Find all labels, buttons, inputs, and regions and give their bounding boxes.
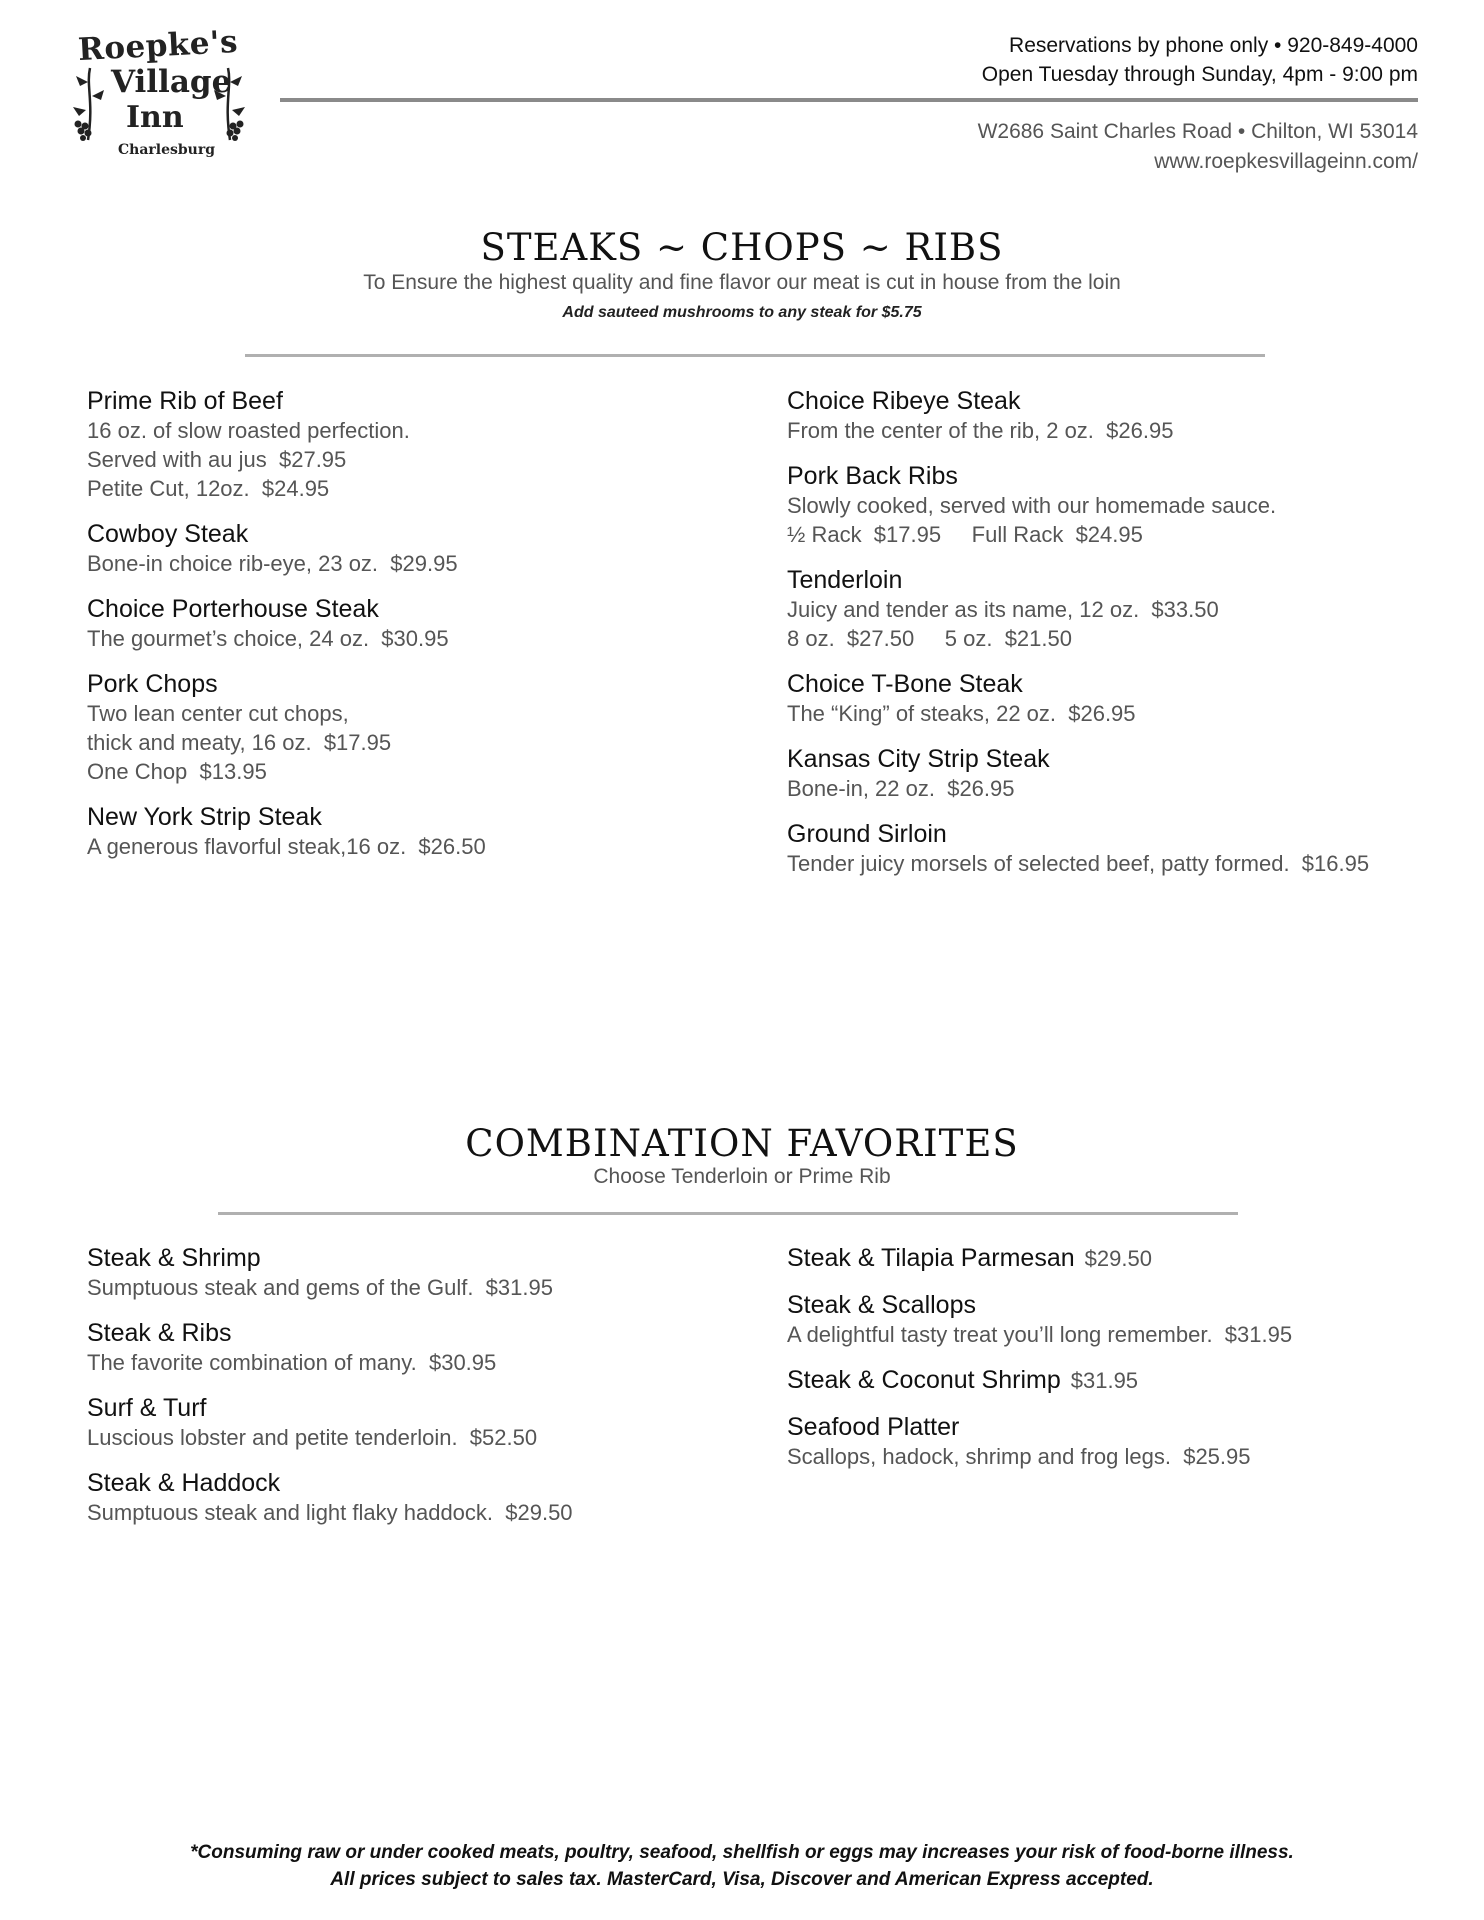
combos-left-column <box>87 1243 727 1543</box>
menu-item <box>787 565 1427 653</box>
food-safety-disclaimer: *Consuming raw or under cooked meats, poultry, seafood, shellfish or eggs may increases your risk of food-borne illness. <box>190 1842 1294 1863</box>
menu-item-name <box>787 1290 1427 1320</box>
reservations-phone: Reservations by phone only • 920-849-4000 <box>1009 34 1418 57</box>
menu-item-title: Steak & Coconut Shrimp <box>787 1366 1061 1394</box>
menu-item-name <box>787 1365 1427 1396</box>
steaks-right-column <box>787 386 1427 894</box>
menu-item <box>787 819 1427 878</box>
menu-item-title: Steak & Ribs <box>87 1319 232 1347</box>
menu-item-description: Juicy and tender as its name, 12 oz. $33.50 <box>787 597 1219 622</box>
combos-right-column <box>787 1243 1427 1487</box>
grape-vine-right-icon <box>206 66 250 142</box>
menu-item-title: Steak & Scallops <box>787 1291 976 1319</box>
combos-section-title: COMBINATION FAVORITES <box>465 1122 1019 1165</box>
menu-item-price: $31.95 <box>1070 1368 1139 1393</box>
menu-item <box>87 1468 727 1527</box>
logo-text-charlesburg: Charlesburg <box>118 142 216 158</box>
menu-item <box>87 594 727 653</box>
menu-item-title: Steak & Shrimp <box>87 1244 261 1272</box>
menu-item-title: Choice Ribeye Steak <box>787 387 1021 415</box>
menu-item <box>787 1412 1427 1471</box>
combos-section-subtitle: Choose Tenderloin or Prime Rib <box>593 1165 891 1188</box>
menu-item-description: Luscious lobster and petite tenderloin. $52.50 <box>87 1425 538 1450</box>
restaurant-logo <box>66 23 262 168</box>
menu-item <box>87 1318 727 1377</box>
menu-item-title: Steak & Tilapia Parmesan <box>787 1244 1075 1272</box>
restaurant-address: W2686 Saint Charles Road • Chilton, WI 53014 <box>977 120 1418 143</box>
menu-item-name <box>87 1318 727 1348</box>
menu-item <box>787 744 1427 803</box>
menu-item-description: ½ Rack $17.95 Full Rack $24.95 <box>787 522 1143 547</box>
menu-item-name <box>87 519 727 549</box>
menu-item <box>787 386 1427 445</box>
menu-item <box>87 669 727 786</box>
menu-item-description: A generous flavorful steak,16 oz. $26.50 <box>87 834 486 859</box>
menu-item-description: Sumptuous steak and light flaky haddock. $29.50 <box>87 1500 573 1525</box>
steaks-section-title: STEAKS ~ CHOPS ~ RIBS <box>480 226 1004 269</box>
menu-item-title: Cowboy Steak <box>87 520 249 548</box>
menu-item-title: Pork Back Ribs <box>787 462 958 490</box>
menu-item <box>87 802 727 861</box>
menu-item-name <box>787 819 1427 849</box>
menu-item <box>87 386 727 503</box>
menu-item-description: A delightful tasty treat you’ll long remember. $31.95 <box>787 1322 1293 1347</box>
menu-item-description: From the center of the rib, 2 oz. $26.95 <box>787 418 1174 443</box>
menu-item <box>787 1243 1427 1274</box>
menu-item-description: Slowly cooked, served with our homemade sauce. <box>787 493 1277 518</box>
menu-item-title: Steak & Haddock <box>87 1469 281 1497</box>
menu-item <box>87 519 727 578</box>
menu-item-description: One Chop $13.95 <box>87 759 267 784</box>
menu-item <box>787 669 1427 728</box>
menu-item-name <box>787 386 1427 416</box>
menu-item-title: Surf & Turf <box>87 1394 207 1422</box>
menu-item-name <box>87 802 727 832</box>
menu-item-name <box>787 565 1427 595</box>
menu-item-description: Petite Cut, 12oz. $24.95 <box>87 476 330 501</box>
menu-item-description: 8 oz. $27.50 5 oz. $21.50 <box>787 626 1072 651</box>
menu-item-name <box>87 1243 727 1273</box>
mushroom-addon-note: Add sauteed mushrooms to any steak for $5.75 <box>562 304 922 321</box>
menu-item <box>87 1393 727 1452</box>
menu-item-title: Choice Porterhouse Steak <box>87 595 379 623</box>
steaks-section-subtitle: To Ensure the highest quality and fine flavor our meat is cut in house from the loin <box>363 271 1121 294</box>
payment-note: All prices subject to sales tax. MasterCard, Visa, Discover and American Express accepted. <box>330 1869 1154 1890</box>
menu-item <box>787 461 1427 549</box>
menu-item-name <box>787 1412 1427 1442</box>
menu-item-description: Two lean center cut chops, <box>87 701 349 726</box>
menu-item-name <box>87 594 727 624</box>
menu-item-name <box>787 669 1427 699</box>
opening-hours: Open Tuesday through Sunday, 4pm - 9:00 pm <box>981 63 1418 86</box>
menu-item-name <box>787 744 1427 774</box>
combos-divider <box>218 1212 1238 1215</box>
menu-item <box>787 1365 1427 1396</box>
menu-item-title: Prime Rib of Beef <box>87 387 283 415</box>
menu-item-name <box>87 386 727 416</box>
logo-text-village: Village <box>111 64 232 100</box>
menu-item-description: Sumptuous steak and gems of the Gulf. $31.95 <box>87 1275 553 1300</box>
menu-item-description: Served with au jus $27.95 <box>87 447 347 472</box>
menu-item-description: 16 oz. of slow roasted perfection. <box>87 418 410 443</box>
menu-item-name <box>87 1393 727 1423</box>
menu-item-title: New York Strip Steak <box>87 803 322 831</box>
menu-item-description: Bone-in choice rib-eye, 23 oz. $29.95 <box>87 551 458 576</box>
menu-item-description: Tender juicy morsels of selected beef, patty formed. $16.95 <box>787 851 1370 876</box>
menu-item-description: The “King” of steaks, 22 oz. $26.95 <box>787 701 1136 726</box>
logo-text-inn: Inn <box>126 100 184 135</box>
menu-item-title: Choice T-Bone Steak <box>787 670 1023 698</box>
menu-item-title: Ground Sirloin <box>787 820 947 848</box>
menu-item-title: Kansas City Strip Steak <box>787 745 1050 773</box>
grape-vine-left-icon <box>68 66 112 142</box>
menu-item-price: $29.50 <box>1084 1246 1152 1271</box>
menu-item-description: Bone-in, 22 oz. $26.95 <box>787 776 1015 801</box>
steaks-divider <box>245 354 1265 357</box>
menu-item-name <box>787 461 1427 491</box>
menu-item <box>787 1290 1427 1349</box>
steaks-left-column <box>87 386 727 877</box>
menu-item <box>87 1243 727 1302</box>
website-link[interactable]: www.roepkesvillageinn.com/ <box>1154 150 1418 173</box>
menu-item-description: Scallops, hadock, shrimp and frog legs. $25.95 <box>787 1444 1251 1469</box>
menu-item-name <box>87 669 727 699</box>
menu-item-name <box>787 1243 1427 1274</box>
menu-item-name <box>87 1468 727 1498</box>
menu-item-title: Pork Chops <box>87 670 218 698</box>
logo-text-roepkes: Roepke's <box>77 23 239 69</box>
header-divider <box>280 98 1418 102</box>
menu-item-title: Tenderloin <box>787 566 903 594</box>
menu-item-description: The gourmet’s choice, 24 oz. $30.95 <box>87 626 449 651</box>
menu-item-description: thick and meaty, 16 oz. $17.95 <box>87 730 392 755</box>
menu-item-description: The favorite combination of many. $30.95 <box>87 1350 497 1375</box>
menu-item-title: Seafood Platter <box>787 1413 960 1441</box>
